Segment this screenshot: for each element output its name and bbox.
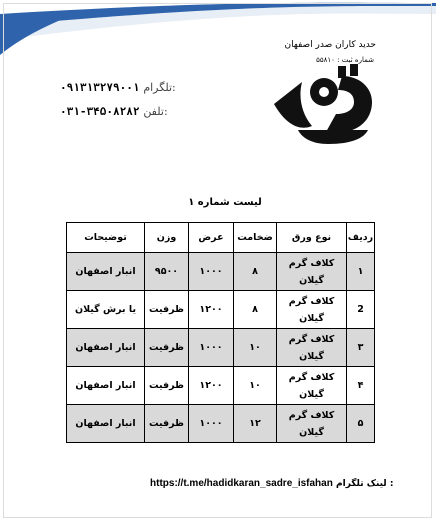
- sheet-type-line1: کلاف گرم: [288, 257, 335, 269]
- cell-row-number: ۴: [347, 367, 375, 405]
- sheet-type-line1: کلاف گرم: [288, 333, 335, 345]
- cell-sheet-type: [277, 367, 347, 405]
- telegram-link[interactable]: https://t.me/hadidkaran_sadre_isfahan: [150, 478, 333, 489]
- sheet-type-line1: کلاف گرم: [288, 295, 335, 307]
- header-width: عرض: [189, 223, 234, 253]
- cell-notes: انبار اصفهان: [67, 329, 145, 367]
- phone-label: تلفن:: [143, 105, 168, 118]
- cell-weight: ظرفیت: [145, 367, 189, 405]
- sheet-type-line2: گیلان: [299, 274, 324, 286]
- cell-sheet-type: [277, 329, 347, 367]
- table-row: [67, 367, 375, 405]
- cell-row-number: ۵: [347, 405, 375, 443]
- price-list-table: [66, 222, 375, 443]
- table-row: [67, 291, 375, 329]
- telegram-contact: [60, 80, 176, 94]
- company-name: حدید کاران صدر اصفهان: [284, 40, 376, 50]
- cell-weight: ۹۵۰۰: [145, 253, 189, 291]
- cell-width: ۱۲۰۰: [189, 291, 234, 329]
- sheet-type-line2: گیلان: [299, 426, 324, 438]
- header-thickness: ضخامت: [234, 223, 277, 253]
- sheet-type-line2: گیلان: [299, 388, 324, 400]
- header-row-number: ردیف: [347, 223, 375, 253]
- table-row: [67, 253, 375, 291]
- cell-width: ۱۲۰۰: [189, 367, 234, 405]
- cell-thickness: ۱۲: [234, 405, 277, 443]
- cell-thickness: ۱۰: [234, 329, 277, 367]
- sheet-type-line2: گیلان: [299, 312, 324, 324]
- sheet-type-line1: کلاف گرم: [288, 409, 335, 421]
- telegram-link-footer: [150, 478, 400, 489]
- phone-contact: [60, 104, 168, 118]
- cell-row-number: ۱: [347, 253, 375, 291]
- cell-width: ۱۰۰۰: [189, 329, 234, 367]
- telegram-label: تلگرام:: [143, 81, 176, 94]
- cell-sheet-type: [277, 291, 347, 329]
- cell-row-number: ۳: [347, 329, 375, 367]
- telegram-link-label: لینک تلگرام :: [336, 479, 394, 489]
- cell-notes: انبار اصفهان: [67, 253, 145, 291]
- registration-number: شماره ثبت : ۵۵۸۱۰: [316, 56, 374, 64]
- cell-sheet-type: [277, 253, 347, 291]
- header-notes: توضیحات: [67, 223, 145, 253]
- cell-weight: ظرفیت: [145, 405, 189, 443]
- cell-width: ۱۰۰۰: [189, 253, 234, 291]
- header-weight: وزن: [145, 223, 189, 253]
- cell-width: ۱۰۰۰: [189, 405, 234, 443]
- header-sheet-type: نوع ورق: [277, 223, 347, 253]
- cell-notes: یا برش گیلان: [67, 291, 145, 329]
- table-row: [67, 405, 375, 443]
- telegram-number: ۰۹۱۳۱۳۲۷۹۰۰۱: [60, 81, 140, 94]
- cell-notes: انبار اصفهان: [67, 405, 145, 443]
- cell-weight: ظرفیت: [145, 329, 189, 367]
- cell-row-number: 2: [347, 291, 375, 329]
- sheet-type-line1: کلاف گرم: [288, 371, 335, 383]
- cell-notes: انبار اصفهان: [67, 367, 145, 405]
- phone-number: ۰۳۱-۳۴۵۰۸۲۸۲: [60, 105, 140, 118]
- table-header-row: [67, 223, 375, 253]
- cell-thickness: ۱۰: [234, 367, 277, 405]
- cell-sheet-type: [277, 405, 347, 443]
- company-logo: [268, 40, 380, 150]
- cell-thickness: ۸: [234, 253, 277, 291]
- list-title: لیست شماره ۱: [188, 197, 262, 208]
- cell-thickness: ۸: [234, 291, 277, 329]
- table-row: [67, 329, 375, 367]
- cell-weight: ظرفیت: [145, 291, 189, 329]
- sheet-type-line2: گیلان: [299, 350, 324, 362]
